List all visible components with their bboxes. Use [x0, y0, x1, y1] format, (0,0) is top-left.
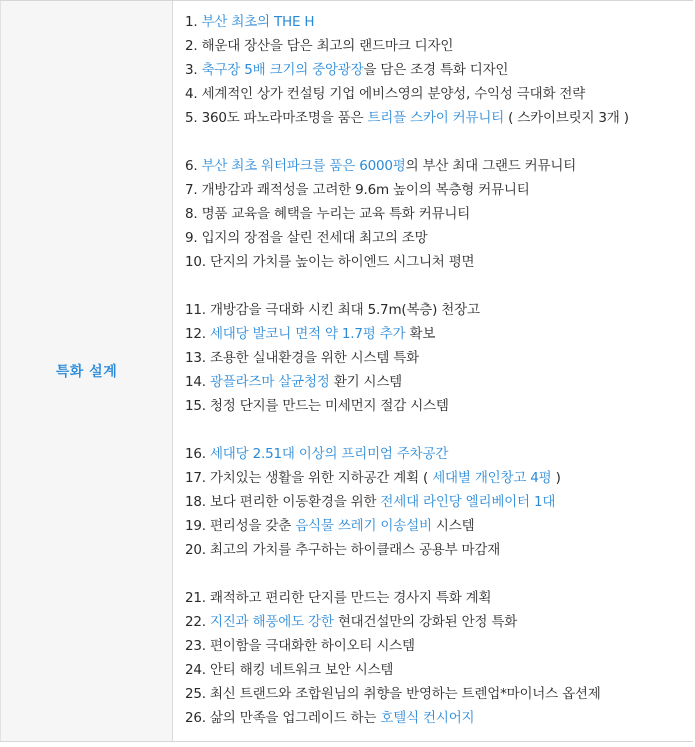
feature-item	[185, 178, 693, 202]
item-text: 3.	[185, 62, 202, 78]
feature-item	[185, 370, 693, 394]
feature-item	[185, 34, 693, 58]
feature-item	[185, 10, 693, 34]
highlight-text: 음식물 쓰레기 이송설비	[295, 518, 432, 534]
feature-item	[185, 682, 693, 706]
item-text: 10. 단지의 가치를 높이는 하이엔드 시그니처 평면	[185, 254, 475, 270]
item-text: )	[551, 470, 561, 486]
item-text: 21. 쾌적하고 편리한 단지를 만드는 경사지 특화 계획	[185, 590, 492, 606]
feature-item	[185, 658, 693, 682]
item-text: 환기 시스템	[329, 374, 403, 390]
feature-item	[185, 538, 693, 562]
feature-item	[185, 226, 693, 250]
item-text: 8. 명품 교육을 혜택을 누리는 교육 특화 커뮤니티	[185, 206, 471, 222]
item-text: 1.	[185, 14, 202, 30]
highlight-text: 전세대 라인당 엘리베이터 1대	[380, 494, 556, 510]
item-text: 2. 해운대 장산을 담은 최고의 랜드마크 디자인	[185, 38, 454, 54]
item-text: ( 스카이브릿지 3개 )	[504, 110, 629, 126]
feature-group	[185, 298, 693, 418]
item-text: 4. 세계적인 상가 컨설팅 기업 에비스영의 분양성, 수익성 극대화 전략	[185, 86, 586, 102]
item-text: 24. 안티 해킹 네트워크 보안 시스템	[185, 662, 394, 678]
highlight-text: 호텔식 컨시어지	[380, 710, 475, 726]
feature-item	[185, 514, 693, 538]
highlight-text: 트리플 스카이 커뮤니티	[367, 110, 505, 126]
item-text: 현대건설만의 강화된 안정 특화	[333, 614, 518, 630]
item-text: 26. 삶의 만족을 업그레이드 하는	[185, 710, 381, 726]
item-text: 18. 보다 편리한 이동환경을 위한	[185, 494, 381, 510]
highlight-text: 세대당 2.51대 이상의 프리미엄 주차공간	[209, 446, 449, 462]
item-text: 23. 편이함을 극대화한 하이오티 시스템	[185, 638, 415, 654]
feature-group	[185, 442, 693, 562]
item-text: 시스템	[431, 518, 475, 534]
feature-item	[185, 490, 693, 514]
item-text: 5. 360도 파노라마조명을 품은	[185, 110, 368, 126]
feature-item	[185, 58, 693, 82]
section-label: 특화 설계	[55, 364, 118, 380]
feature-item	[185, 250, 693, 274]
highlight-text: 지진과 해풍에도 강한	[209, 614, 334, 630]
item-text: 22.	[185, 614, 210, 630]
item-text: 확보	[405, 326, 436, 342]
item-text: 6.	[185, 158, 202, 174]
item-text: 14.	[185, 374, 210, 390]
item-text: 7. 개방감과 쾌적성을 고려한 9.6m 높이의 복층형 커뮤니티	[185, 182, 530, 198]
item-text: 17. 가치있는 생활을 위한 지하공간 계획 (	[185, 470, 433, 486]
highlight-text: 광플라즈마 살균청정	[209, 374, 330, 390]
item-text: 11. 개방감을 극대화 시킨 최대 5.7m(복층) 천장고	[185, 302, 480, 318]
highlight-text: 세대별 개인창고 4평	[432, 470, 552, 486]
highlight-text: 세대당 발코니 면적 약 1.7평 추가	[209, 326, 406, 342]
item-text: 25. 최신 트랜드와 조합원님의 취향을 반영하는 트렌업*마이너스 옵션제	[185, 686, 601, 702]
feature-item	[185, 298, 693, 322]
highlight-text: 부산 최초의 THE H	[201, 14, 315, 30]
feature-item	[185, 442, 693, 466]
item-text: 15. 청정 단지를 만드는 미세먼지 절감 시스템	[185, 398, 449, 414]
feature-group	[185, 586, 693, 730]
feature-item	[185, 586, 693, 610]
feature-list	[173, 1, 693, 741]
item-text: 의 부산 최대 그랜드 커뮤니티	[405, 158, 577, 174]
feature-item	[185, 106, 693, 130]
item-text: 19. 편리성을 갖춘	[185, 518, 296, 534]
item-text: 을 담은 조경 특화 디자인	[363, 62, 509, 78]
feature-item	[185, 82, 693, 106]
highlight-text: 부산 최초 워터파크를 품은 6000평	[201, 158, 406, 174]
feature-item	[185, 202, 693, 226]
highlight-text: 축구장 5배 크기의 중앙광장	[201, 62, 364, 78]
feature-item	[185, 634, 693, 658]
feature-item	[185, 466, 693, 490]
feature-group	[185, 154, 693, 274]
item-text: 9. 입지의 장점을 살린 전세대 최고의 조망	[185, 230, 428, 246]
item-text: 13. 조용한 실내환경을 위한 시스템 특화	[185, 350, 419, 366]
feature-item	[185, 394, 693, 418]
label-cell	[0, 1, 173, 741]
item-text: 20. 최고의 가치를 추구하는 하이클래스 공용부 마감재	[185, 542, 501, 558]
feature-item	[185, 610, 693, 634]
item-text: 16.	[185, 446, 210, 462]
feature-group	[185, 10, 693, 130]
item-text: 12.	[185, 326, 210, 342]
feature-item	[185, 154, 693, 178]
feature-item	[185, 322, 693, 346]
feature-item	[185, 346, 693, 370]
feature-item	[185, 706, 693, 730]
